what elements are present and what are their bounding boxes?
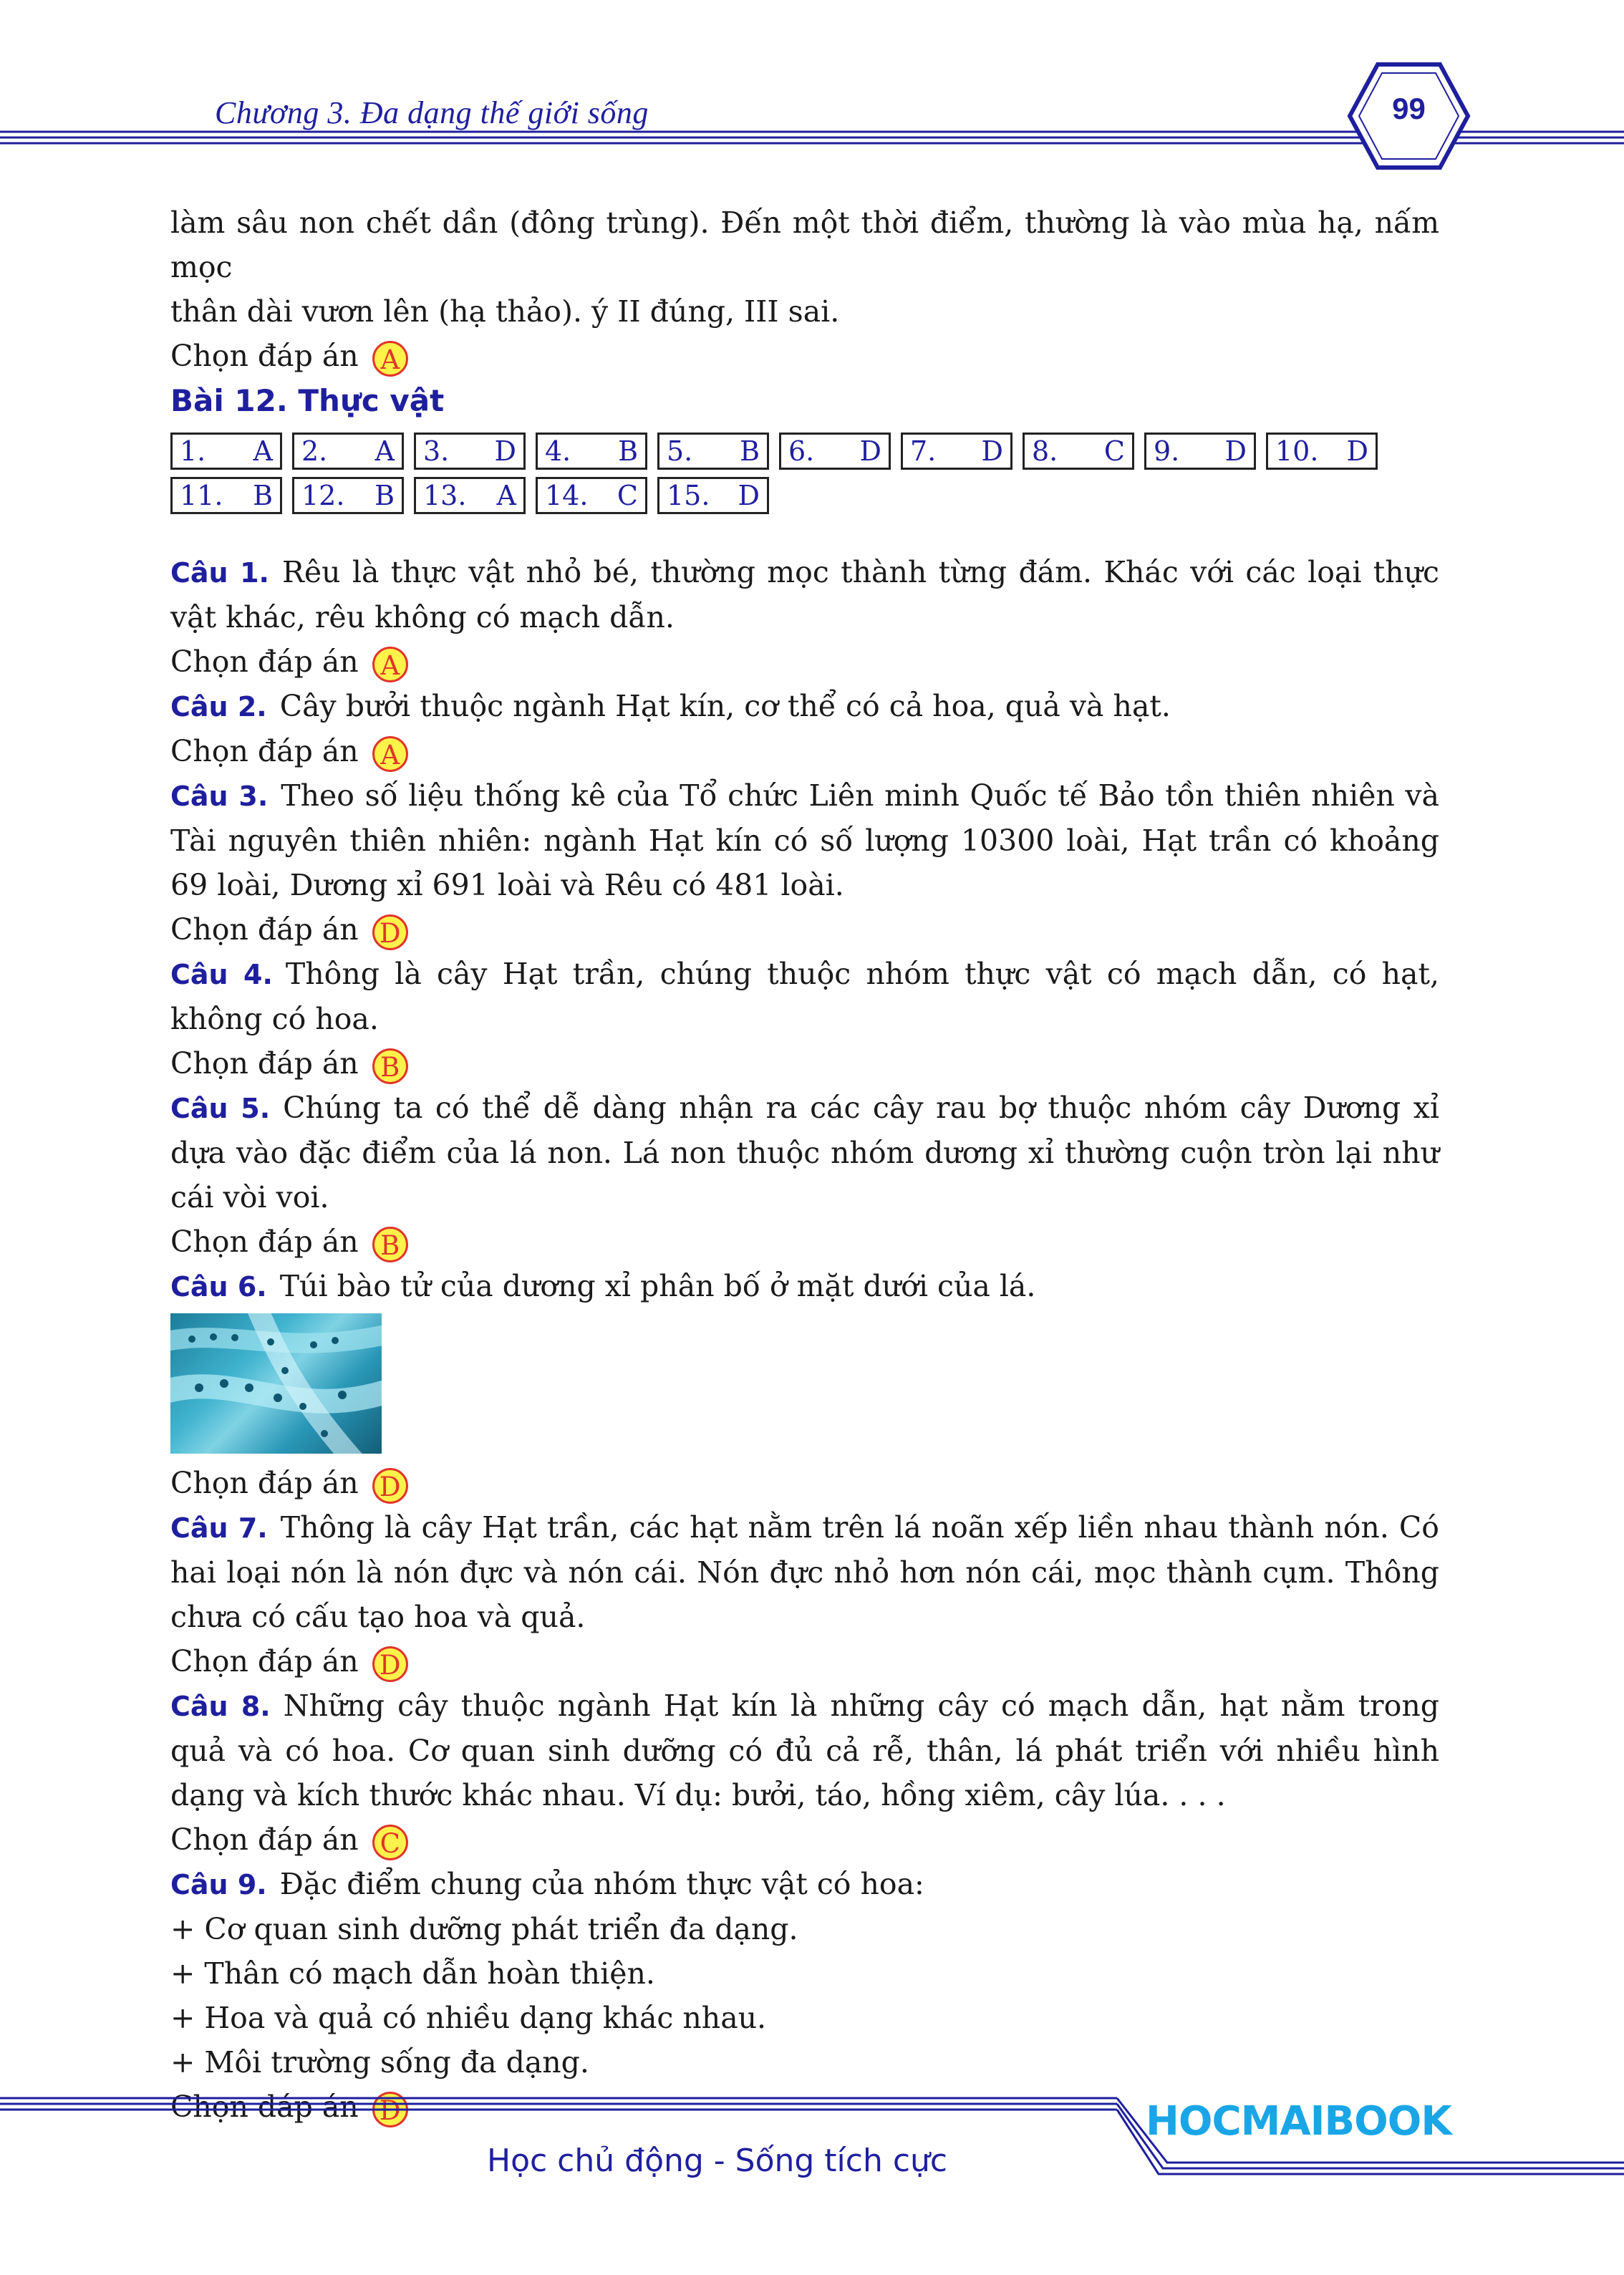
- answer-line: [170, 1639, 1439, 1684]
- choose-label: Chọn đáp án: [170, 1466, 359, 1500]
- answer-cell: [1144, 433, 1256, 470]
- answer-cell-number: 1.: [180, 435, 206, 467]
- chapter-title: Chương 3. Đa dạng thế giới sống: [215, 95, 649, 130]
- list-item: + Môi trường sống đa dạng.: [170, 2045, 589, 2080]
- answer-cell-number: 9.: [1154, 435, 1180, 467]
- answer-cell-number: 3.: [423, 435, 450, 467]
- answer-cell-number: 4.: [545, 435, 571, 467]
- answer-cell-letter: B: [618, 435, 638, 467]
- answer-cell-letter: C: [617, 480, 638, 511]
- question-text: [170, 1086, 1439, 1219]
- answer-cell-letter: D: [738, 480, 760, 511]
- question-body: Thông là cây Hạt trần, các hạt nằm trên lá noãn xếp liền nhau thành nón. Có hai loại nón là nón đực và nón cái. Nón đực nhỏ hơn nón cái, mọc thành cụm. Thông chưa có cấu tạo hoa và quả.: [170, 1510, 1439, 1634]
- answer-cell: [170, 433, 282, 470]
- list-item: + Thân có mạch dẫn hoàn thiện.: [170, 1956, 655, 1991]
- answer-circle: D: [372, 2092, 408, 2127]
- question-text: [170, 550, 1439, 639]
- answer-cell: [1023, 433, 1134, 470]
- question-label: Câu 9.: [170, 1869, 267, 1900]
- choose-label: Chọn đáp án: [170, 734, 359, 768]
- answer-line: [170, 1219, 1439, 1264]
- answer-cell: [414, 433, 526, 470]
- answer-cell: [292, 433, 404, 470]
- answer-cell-number: 7.: [910, 435, 937, 467]
- answer-circle: C: [372, 1825, 408, 1860]
- fern-sporangia-photo: [170, 1313, 382, 1454]
- question-label: Câu 2.: [170, 691, 267, 723]
- question-body: Rêu là thực vật nhỏ bé, thường mọc thành từng đám. Khác với các loại thực vật khác, rêu không có mạch dẫn.: [170, 555, 1439, 634]
- question-body: Thông là cây Hạt trần, chúng thuộc nhóm thực vật có mạch dẫn, có hạt, không có hoa.: [170, 957, 1439, 1036]
- question-body: Túi bào tử của dương xỉ phân bố ở mặt dưới của lá.: [279, 1269, 1036, 1303]
- answer-cell-letter: B: [374, 480, 395, 511]
- answer-cell-number: 13.: [423, 480, 467, 511]
- page-number: 99: [1392, 92, 1426, 125]
- page-content: [170, 201, 1439, 2129]
- answer-cell-number: 11.: [180, 480, 223, 511]
- answer-cell-letter: B: [253, 480, 273, 511]
- answer-cell-letter: D: [981, 435, 1003, 467]
- question-text: [170, 1684, 1439, 1817]
- answer-cell-number: 2.: [301, 435, 328, 467]
- question-list: [170, 550, 1439, 2129]
- choose-label: Chọn đáp án: [170, 912, 359, 947]
- question-body: Theo số liệu thống kê của Tổ chức Liên minh Quốc tế Bảo tồn thiên nhiên và Tài nguyên thiên nhiên: ngành Hạt kín có số lượng 10300 loài, Hạt trần có khoảng 69 loài, Dương xỉ 691 loài và Rêu có 481 loài.: [170, 778, 1439, 902]
- answer-cell: [414, 477, 526, 514]
- answer-cell: [779, 433, 891, 470]
- answer-cell: [657, 477, 769, 514]
- question-text: [170, 1505, 1439, 1639]
- answer-grid-row: [170, 433, 1439, 470]
- answer-cell-letter: D: [1224, 435, 1247, 467]
- answer-cell: [170, 477, 282, 514]
- question-label: Câu 8.: [170, 1691, 271, 1722]
- answer-cell-number: 6.: [788, 435, 815, 467]
- question-text: [170, 952, 1439, 1041]
- answer-cell-number: 10.: [1275, 435, 1319, 467]
- list-item: + Cơ quan sinh dưỡng phát triển đa dạng.: [170, 1912, 798, 1946]
- footer-slogan: Học chủ động - Sống tích cực: [487, 2143, 948, 2179]
- choose-label: Chọn đáp án: [170, 1046, 359, 1081]
- answer-cell-number: 12.: [301, 480, 345, 511]
- answer-line: [170, 1041, 1439, 1086]
- answer-cell-letter: D: [1346, 435, 1368, 467]
- intro-answer: [170, 334, 1439, 378]
- answer-cell-letter: D: [494, 435, 516, 467]
- answer-cell-letter: B: [740, 435, 760, 467]
- question-text: [170, 1264, 1439, 1309]
- choose-label: Chọn đáp án: [170, 2090, 359, 2124]
- intro-line-2: thân dài vươn lên (hạ thảo). ý II đúng, III sai.: [170, 294, 840, 329]
- question-text: [170, 1862, 1439, 1907]
- answer-line: [170, 1817, 1439, 1862]
- answer-cell-number: 5.: [667, 435, 693, 467]
- question-body: Cây bưởi thuộc ngành Hạt kín, cơ thể có cả hoa, quả và hạt.: [279, 689, 1171, 723]
- answer-cell: [536, 433, 647, 470]
- answer-circle: D: [372, 914, 408, 950]
- question-text: [170, 684, 1439, 729]
- answer-grid-row: [170, 477, 1439, 514]
- answer-cell: [1266, 433, 1378, 470]
- choose-label: Chọn đáp án: [170, 1822, 359, 1857]
- answer-grid: [170, 433, 1439, 514]
- question-label: Câu 3.: [170, 781, 269, 812]
- choose-label: Chọn đáp án: [170, 1644, 359, 1679]
- list-item: + Hoa và quả có nhiều dạng khác nhau.: [170, 2001, 767, 2035]
- choose-label: Chọn đáp án: [170, 1225, 359, 1259]
- answer-circle: D: [372, 1468, 408, 1504]
- answer-cell-number: 8.: [1032, 435, 1058, 467]
- answer-circle: A: [372, 736, 408, 772]
- answer-cell-number: 14.: [545, 480, 589, 511]
- answer-circle: B: [372, 1048, 408, 1084]
- answer-cell-number: 15.: [667, 480, 710, 511]
- answer-cell: [536, 477, 647, 514]
- section-title: Bài 12. Thực vật: [170, 383, 445, 418]
- answer-cell-letter: A: [496, 480, 516, 511]
- question-body: Những cây thuộc ngành Hạt kín là những cây có mạch dẫn, hạt nằm trong quả và có hoa. Cơ quan sinh dưỡng có đủ cả rễ, thân, lá phát triển với nhiều hình dạng và kích thước khác nhau. Ví dụ: bưởi, táo, hồng xiêm, cây lúa. . . .: [170, 1689, 1439, 1812]
- answer-line: [170, 729, 1439, 773]
- answer-cell-letter: C: [1103, 435, 1125, 467]
- hocmaibook-logo: HOCMAIBOOK: [1146, 2098, 1451, 2145]
- answer-cell: [901, 433, 1012, 470]
- choose-label: Chọn đáp án: [170, 644, 359, 679]
- answer-line: [170, 907, 1439, 952]
- answer-circle: B: [372, 1227, 408, 1262]
- answer-cell-letter: A: [253, 435, 273, 467]
- answer-cell: [292, 477, 404, 514]
- question-label: Câu 5.: [170, 1093, 271, 1124]
- answer-circle: A: [372, 647, 408, 682]
- question-label: Câu 4.: [170, 959, 273, 990]
- question-label: Câu 6.: [170, 1271, 267, 1303]
- intro-line-1: làm sâu non chết dần (đông trùng). Đến một thời điểm, thường là vào mùa hạ, nấm mọc: [170, 206, 1439, 284]
- question-body: Chúng ta có thể dễ dàng nhận ra các cây rau bợ thuộc nhóm cây Dương xỉ dựa vào đặc điểm của lá non. Lá non thuộc nhóm dương xỉ thường cuộn tròn lại như cái vòi voi.: [170, 1091, 1439, 1214]
- answer-cell-letter: A: [374, 435, 395, 467]
- answer-line: [170, 1461, 1439, 1505]
- question-label: Câu 1.: [170, 557, 269, 589]
- answer-circle: D: [372, 1646, 408, 1682]
- answer-cell: [657, 433, 769, 470]
- question-label: Câu 7.: [170, 1512, 268, 1544]
- question-text: [170, 773, 1439, 907]
- answer-circle: A: [372, 341, 408, 377]
- question-body: Đặc điểm chung của nhóm thực vật có hoa:: [279, 1867, 924, 1901]
- answer-cell-letter: D: [859, 435, 881, 467]
- choose-label: Chọn đáp án: [170, 339, 359, 373]
- answer-line: [170, 639, 1439, 684]
